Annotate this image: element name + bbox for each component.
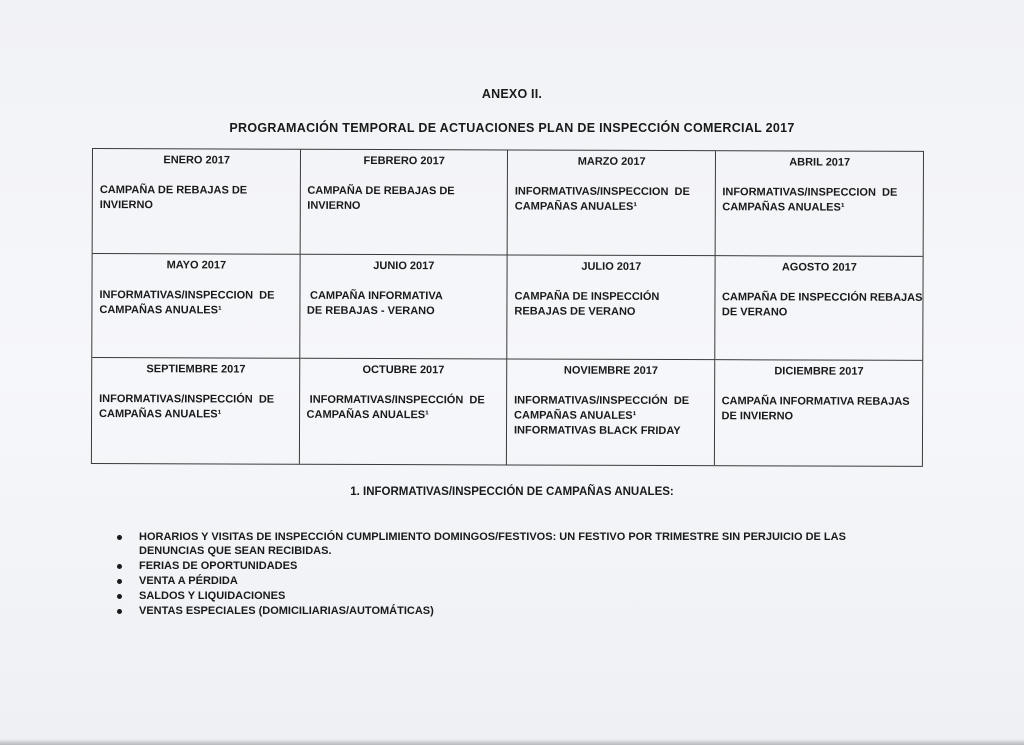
campaign-text: INFORMATIVAS/INSPECCIÓN DE: [514, 394, 690, 408]
campaign-text: INFORMATIVAS/INSPECCIÓN DE: [306, 394, 485, 407]
campaign-text: INFORMATIVAS/INSPECCIÓN DE: [99, 393, 275, 406]
month-cell: [300, 254, 508, 359]
month-cell: [507, 255, 715, 360]
month-cell: [715, 256, 923, 361]
campaign-text: REBAJAS DE VERANO: [514, 305, 636, 318]
campaign-text: INVIERNO: [99, 199, 154, 212]
campaign-text: CAMPAÑAS ANUALES¹: [99, 408, 222, 421]
campaign-text: CAMPAÑAS ANUALES¹: [514, 200, 638, 213]
document-subtitle: PROGRAMACIÓN TEMPORAL DE ACTUACIONES PLAN DE INSPECCIÓN COMERCIAL 2017: [229, 121, 795, 135]
list-item: [115, 574, 905, 588]
month-cell: [92, 358, 300, 463]
campaign-text: CAMPAÑAS ANUALES¹: [514, 409, 637, 423]
list-item-text: SALDOS Y LIQUIDACIONES: [139, 590, 286, 602]
list-item: [115, 589, 905, 603]
month-heading: JUNIO 2017: [373, 259, 435, 272]
month-heading: DICIEMBRE 2017: [774, 365, 864, 379]
month-heading: AGOSTO 2017: [781, 261, 857, 274]
month-heading: ENERO 2017: [163, 154, 231, 167]
month-cell: [300, 150, 508, 255]
month-cell: [299, 359, 507, 464]
month-heading: NOVIEMBRE 2017: [563, 364, 659, 378]
campaign-text: DE VERANO: [721, 305, 788, 319]
month-cell: [715, 151, 923, 256]
list-item-text: VENTAS ESPECIALES (DOMICILIARIAS/AUTOMÁTICAS): [139, 605, 434, 617]
month-heading: JULIO 2017: [581, 260, 642, 273]
month-heading: ABRIL 2017: [789, 156, 851, 169]
bullet-icon: [117, 579, 122, 584]
campaign-text: CAMPAÑAS ANUALES¹: [722, 201, 845, 214]
bullet-icon: [117, 594, 122, 599]
month-heading: MAYO 2017: [166, 258, 227, 272]
month-heading: MARZO 2017: [577, 155, 646, 168]
document-title: ANEXO II.: [481, 87, 543, 101]
campaign-text: CAMPAÑAS ANUALES¹: [99, 303, 222, 317]
list-item-text: HORARIOS Y VISITAS DE INSPECCIÓN CUMPLIMIENTO DOMINGOS/FESTIVOS: UN FESTIVO POR TRIMESTRE SIN PERJUICIO DE LAS DENUNCIAS QUE SEAN RECIBIDAS.: [139, 531, 846, 557]
campaign-text: INFORMATIVAS/INSPECCION DE: [722, 186, 898, 199]
campaign-text: DE INVIERNO: [721, 410, 794, 423]
campaign-text: CAMPAÑA DE REBAJAS DE: [307, 184, 455, 198]
bullet-icon: [117, 609, 122, 614]
scan-edge-shadow: [0, 739, 1024, 745]
month-cell: [508, 150, 716, 255]
month-cell: [714, 361, 922, 466]
list-item: [115, 530, 905, 558]
list-item-text: VENTA A PÉRDIDA: [139, 575, 238, 587]
list-item-text: FERIAS DE OPORTUNIDADES: [139, 560, 298, 572]
campaign-text: CAMPAÑA DE REBAJAS DE: [99, 184, 248, 197]
month-heading: OCTUBRE 2017: [362, 364, 445, 377]
campaign-text: INFORMATIVAS/INSPECCION DE: [99, 288, 275, 302]
campaign-text: CAMPAÑA DE INSPECCIÓN REBAJAS: [721, 290, 923, 304]
section-title: 1. INFORMATIVAS/INSPECCIÓN DE CAMPAÑAS ANUALES:: [350, 486, 674, 498]
schedule-table: [91, 148, 924, 467]
month-cell: [92, 254, 300, 359]
bullet-icon: [117, 564, 122, 569]
list-item: [115, 559, 905, 573]
month-cell: [507, 360, 715, 465]
month-heading: SEPTIEMBRE 2017: [146, 363, 246, 376]
campaign-text: DE REBAJAS - VERANO: [306, 304, 435, 317]
list-item: [115, 604, 905, 618]
campaign-text: INFORMATIVAS BLACK FRIDAY: [513, 424, 681, 438]
bullet-icon: [117, 535, 122, 540]
month-cell: [93, 149, 301, 254]
campaign-text: CAMPAÑAS ANUALES¹: [306, 409, 429, 422]
campaign-text: CAMPAÑA INFORMATIVA REBAJAS: [721, 395, 910, 409]
campaign-text: CAMPAÑA INFORMATIVA: [306, 289, 443, 302]
campaign-text: INFORMATIVAS/INSPECCION DE: [514, 185, 690, 199]
campaign-text: CAMPAÑA DE INSPECCIÓN: [514, 290, 660, 303]
month-heading: FEBRERO 2017: [363, 154, 445, 168]
campaign-text: INVIERNO: [307, 199, 361, 212]
campaign-list: [115, 530, 905, 619]
